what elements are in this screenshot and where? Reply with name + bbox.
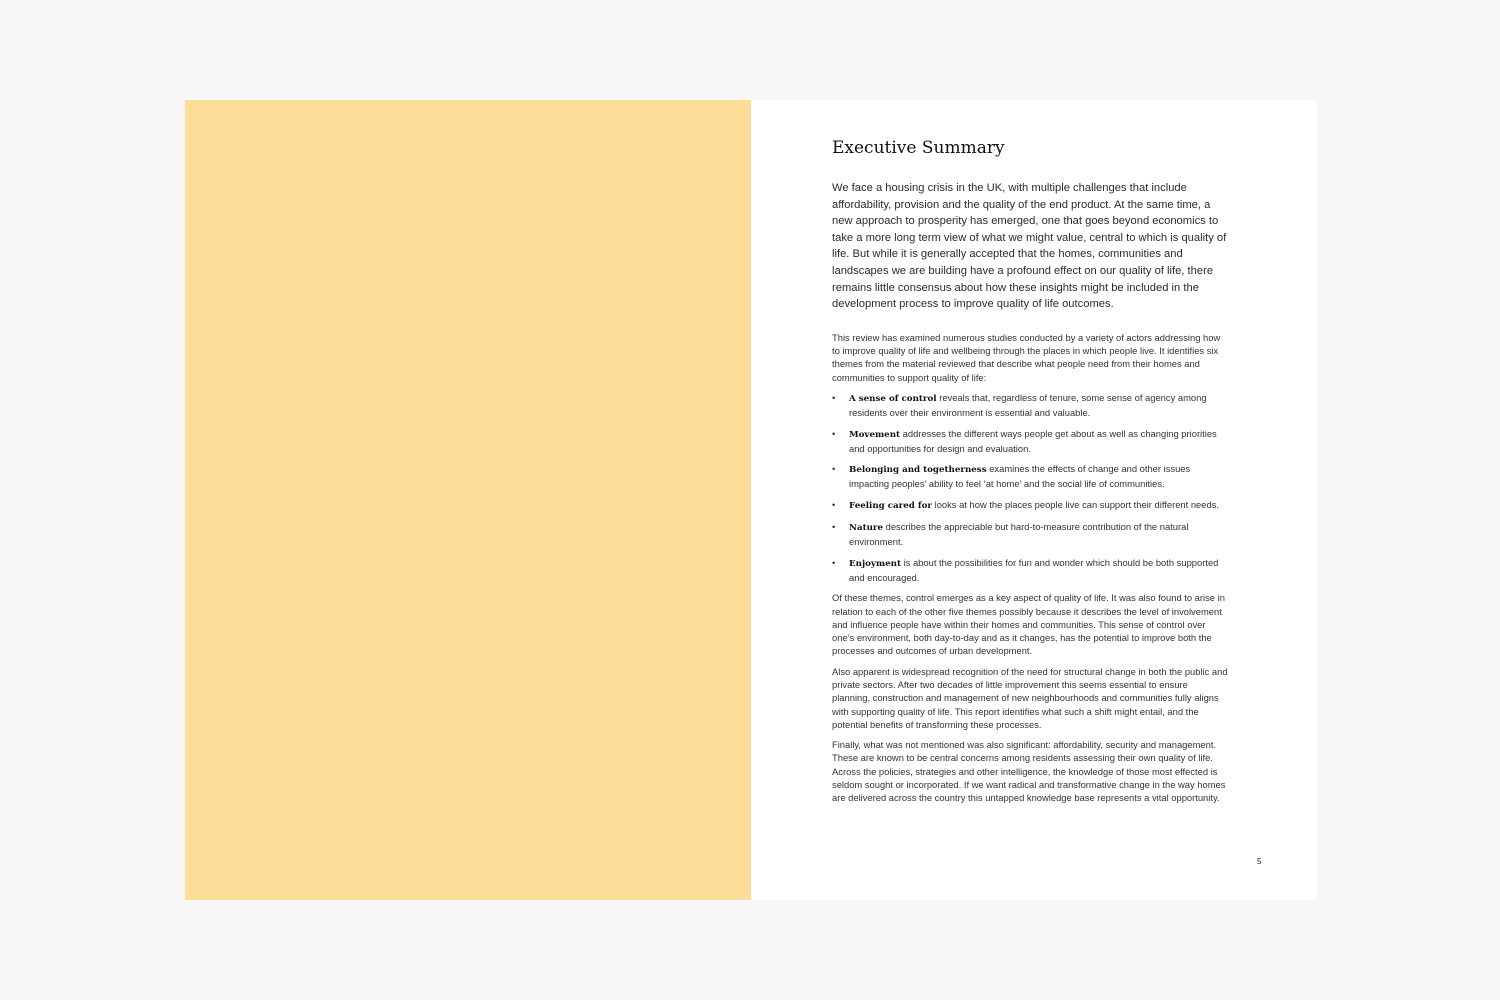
theme-item [832, 498, 1228, 513]
bullet-icon: • [832, 521, 836, 533]
bullet-icon: • [832, 498, 836, 510]
theme-name: Belonging and togetherness [849, 465, 987, 476]
intro-paragraph: This review has examined numerous studies conducted by a variety of actors addressing how to improve quality of life and wellbeing through the places in which people live. It identifies six themes from the material reviewed that describe what people need from their homes and communities to support quality of life: [832, 331, 1221, 383]
bullet-icon: • [832, 556, 836, 568]
page-number: 5 [1257, 857, 1262, 866]
bullet-icon: • [832, 427, 836, 439]
theme-description: reveals that, regardless of tenure, some sense of agency among residents over their environment is essential and valuable. [849, 391, 1207, 419]
theme-item [832, 556, 1228, 585]
page-content [832, 136, 1228, 812]
theme-item [832, 427, 1228, 456]
theme-item [832, 520, 1228, 549]
bullet-icon: • [832, 391, 836, 403]
body-paragraph: Finally, what was not mentioned was also significant: affordability, security and management. These are known to be central concerns among residents assessing their own quality of life. Across the policies, strategies and other intelligence, the knowledge of those most effected is seldom sought or incorporated. If we want radical and transformative change in the way homes are delivered across the country this untapped knowledge base represents a vital opportunity. [832, 739, 1226, 804]
theme-description: examines the effects of change and other issues impacting peoples’ ability to feel ‘at home’ and the social life of communities. [849, 463, 1191, 490]
theme-description: describes the appreciable but hard-to-measure contribution of the natural environment. [849, 521, 1189, 548]
theme-description: is about the possibilities for fun and wonder which should be both supported and encouraged. [849, 556, 1219, 583]
theme-description: looks at how the places people live can support their different needs. [932, 498, 1219, 510]
body-paragraph: Also apparent is widespread recognition of the need for structural change in both the public and private sectors. After two decades of little improvement this seems essential to ensure planning, construction and management of new neighbourhoods and communities fully aligns with supporting quality of life. This report identifies what such a shift might entail, and the potential benefits of transforming these processes. [832, 665, 1228, 730]
text-page [751, 100, 1317, 900]
theme-name: Movement [849, 429, 901, 440]
page-title: Executive Summary [832, 138, 1005, 158]
themes-list [832, 391, 1228, 584]
theme-item [832, 391, 1228, 420]
body-paragraph: Of these themes, control emerges as a key aspect of quality of life. It was also found to arise in relation to each of the other five themes possibly because it describes the level of involvement and influence people have within their homes and communities. This sense of control over one’s environment, both day-to-day and as it changes, has the potential to improve both the processes and outcomes of urban development. [832, 592, 1225, 657]
color-block-page [185, 100, 751, 900]
theme-name: Feeling cared for [849, 500, 932, 511]
document-spread [185, 100, 1317, 900]
theme-name: Enjoyment [849, 558, 901, 569]
theme-name: A sense of control [849, 393, 937, 404]
lead-paragraph: We face a housing crisis in the UK, with multiple challenges that include affordability, provision and the quality of the end product. At the same time, a new approach to prosperity has emerged, one that goes beyond economics to take a more long term view of what we might value, central to which is quality of life. But while it is generally accepted that the homes, communities and landscapes we are building have a profound effect on our quality of life, there remains little consensus about how these insights might be included in the development process to improve quality of life outcomes. [832, 182, 1227, 311]
bullet-icon: • [832, 463, 836, 475]
theme-name: Nature [849, 523, 884, 534]
theme-item [832, 462, 1228, 491]
theme-description: addresses the different ways people get about as well as changing priorities and opportunities for design and evaluation. [849, 427, 1217, 454]
